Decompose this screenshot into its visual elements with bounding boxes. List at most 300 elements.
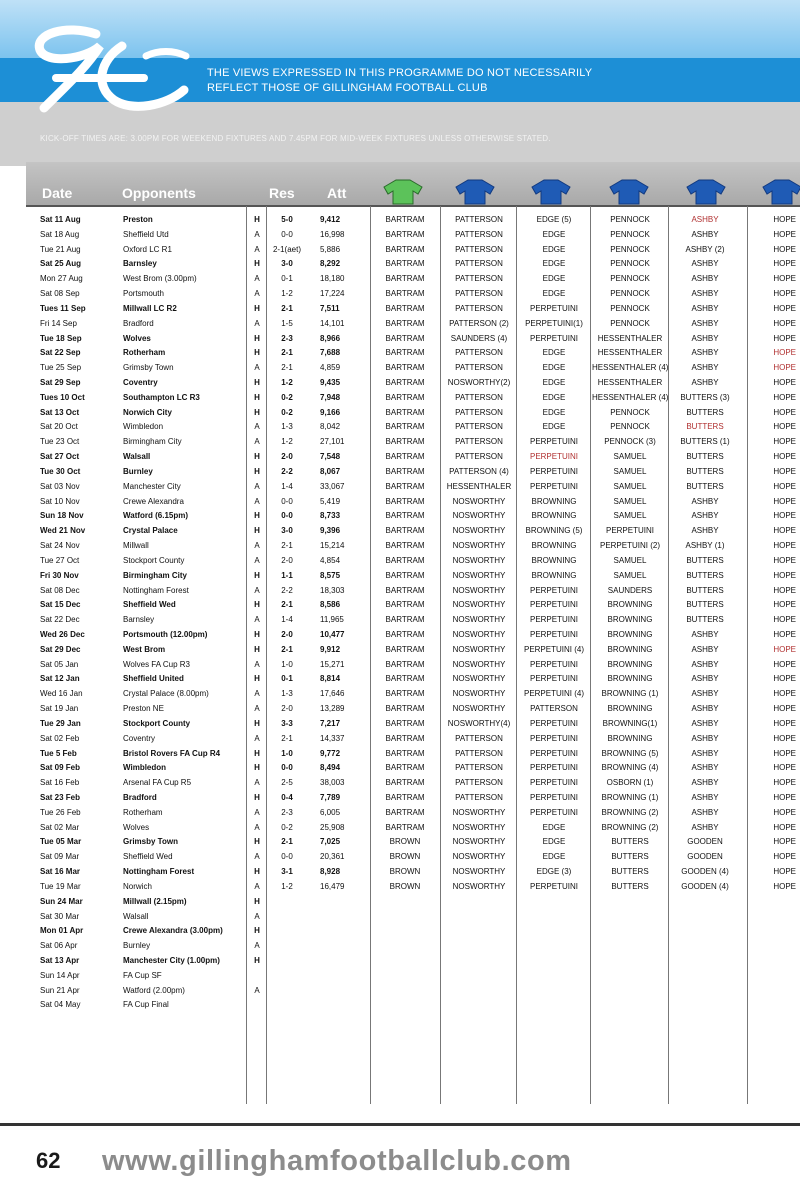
fixture-date: Tue 19 Mar (40, 881, 81, 891)
player-name: SAUNDERS (607, 585, 653, 595)
player-name: PERPETUINI (529, 659, 578, 669)
fixture-date: Wed 21 Nov (40, 526, 86, 536)
player-name: GOODEN (4) (681, 867, 729, 877)
fixture-date: Tue 5 Feb (40, 748, 77, 758)
fixture-result: 3-0 (281, 259, 293, 269)
player-name: PATTERSON (455, 289, 503, 299)
fixture-date: Sat 08 Dec (40, 585, 80, 595)
player-name: BARTRAM (385, 555, 425, 565)
fixture-attendance: 8,494 (320, 763, 341, 773)
home-away: H (254, 259, 260, 269)
fixture-attendance: 9,412 (320, 215, 341, 224)
player-name: BUTTERS (686, 555, 724, 565)
fixture-opponent: Portsmouth (12.00pm) (123, 629, 208, 639)
player-name: PERPETUINI (529, 481, 578, 491)
player-name: PATTERSON (530, 704, 578, 714)
fixture-opponent: Stockport County (123, 555, 185, 565)
player-name: PERPETUINI (529, 733, 578, 743)
player-name: HOPE (773, 481, 796, 491)
home-away: H (254, 644, 260, 654)
home-away: H (254, 600, 260, 610)
player-name: HOPE (773, 585, 796, 595)
player-name: HOPE (773, 378, 796, 388)
player-name: BARTRAM (385, 585, 425, 595)
table-row (0, 523, 800, 538)
table-row (0, 790, 800, 805)
home-away: H (254, 452, 260, 462)
player-name: BUTTERS (1) (680, 437, 730, 447)
player-name: PERPETUINI (529, 674, 578, 684)
fixture-opponent: Arsenal FA Cup R5 (123, 778, 192, 788)
fixture-date: Sat 15 Dec (40, 600, 81, 610)
player-name: BROWNING (607, 733, 653, 743)
player-name: HOPE (773, 629, 796, 639)
fixture-result: 2-2 (281, 585, 293, 595)
player-name: PATTERSON (455, 437, 503, 447)
fixture-attendance: 15,271 (320, 659, 345, 669)
player-name: BROWNING (607, 659, 653, 669)
home-away: H (254, 896, 260, 906)
website-url[interactable]: www.gillinghamfootballclub.com (102, 1145, 572, 1177)
fixture-date: Sat 05 Jan (40, 659, 79, 669)
fixture-opponent: Nottingham Forest (123, 585, 189, 595)
fixture-opponent: Crystal Palace (123, 526, 178, 536)
fixture-date: Sat 29 Dec (40, 644, 81, 654)
player-name: PERPETUINI (4) (523, 644, 584, 654)
fixture-result: 5-0 (281, 215, 293, 224)
player-name: HOPE (773, 526, 796, 536)
player-name: ASHBY (691, 229, 719, 239)
fixture-date: Wed 26 Dec (40, 629, 85, 639)
fixture-opponent: Burnley (123, 941, 151, 951)
player-name: ASHBY (691, 303, 719, 313)
player-name: HOPE (773, 733, 796, 743)
player-name: EDGE (542, 822, 566, 832)
home-away: A (254, 911, 260, 921)
table-row (0, 360, 800, 375)
player-name: BARTRAM (385, 526, 425, 536)
home-away: A (254, 778, 260, 788)
player-name: NOSWORTHY (452, 837, 506, 847)
table-row (0, 612, 800, 627)
player-name: BARTRAM (385, 259, 425, 269)
header-date: Date (42, 185, 73, 201)
player-name: HOPE (773, 778, 796, 788)
fixture-opponent: West Brom (3.00pm) (123, 274, 197, 284)
player-name: BROWNING (607, 629, 653, 639)
player-name: ASHBY (691, 318, 719, 328)
player-name: NOSWORTHY (452, 511, 506, 521)
fixture-opponent: Burnley (123, 466, 153, 476)
player-name: PENNOCK (610, 289, 650, 299)
fixture-opponent: Barnsley (123, 615, 155, 625)
home-away: H (254, 926, 260, 936)
table-row (0, 909, 800, 924)
player-name: HOPE (773, 600, 796, 610)
player-name: HOPE (773, 244, 796, 254)
fixture-attendance: 7,688 (320, 348, 341, 358)
fixture-attendance: 20,361 (320, 852, 345, 862)
player-name: BROWNING(1) (602, 718, 658, 728)
fixture-date: Sat 22 Sep (40, 348, 81, 358)
fixture-date: Sun 21 Apr (40, 985, 80, 995)
player-name: BROWNING (531, 541, 577, 551)
fixture-opponent: FA Cup Final (123, 1000, 169, 1010)
player-name: BARTRAM (385, 600, 425, 610)
outfield-shirt-icon (762, 179, 800, 205)
fixture-result: 2-1 (281, 348, 293, 358)
player-name: BROWNING (531, 496, 577, 506)
player-name: HESSENTHALER (597, 348, 663, 358)
player-name: PERPETUINI (529, 615, 578, 625)
table-row (0, 968, 800, 983)
fixture-opponent: FA Cup SF (123, 970, 162, 980)
player-name: BARTRAM (385, 615, 425, 625)
player-name: BROWNING (607, 704, 653, 714)
player-name: HOPE (773, 763, 796, 773)
fixture-date: Sun 18 Nov (40, 511, 84, 521)
player-name: NOSWORTHY (452, 674, 506, 684)
header-rule (26, 205, 800, 207)
fixture-result: 0-1 (281, 274, 293, 284)
page-number: 62 (36, 1148, 61, 1173)
table-row (0, 671, 800, 686)
player-name: BUTTERS (3) (680, 392, 730, 402)
player-name: NOSWORTHY (452, 704, 506, 714)
player-name: PERPETUINI(1) (525, 318, 583, 328)
home-away: H (254, 303, 260, 313)
player-name: ASHBY (691, 748, 719, 758)
fixture-attendance: 10,477 (320, 629, 345, 639)
fixture-opponent: Preston (123, 215, 153, 224)
fixture-date: Sat 02 Feb (40, 733, 80, 743)
player-name: PENNOCK (610, 303, 650, 313)
fixture-date: Tues 10 Oct (40, 392, 85, 402)
player-name: BARTRAM (385, 570, 425, 580)
player-name: BUTTERS (611, 852, 649, 862)
table-row (0, 286, 800, 301)
player-name: PENNOCK (610, 422, 650, 432)
player-name: HOPE (773, 541, 796, 551)
player-name: BARTRAM (385, 229, 425, 239)
player-name: PATTERSON (455, 733, 503, 743)
player-name: BARTRAM (385, 407, 425, 417)
player-name: HOPE (773, 674, 796, 684)
player-name: PENNOCK (610, 215, 650, 224)
player-name: EDGE (542, 407, 566, 417)
player-name: BUTTERS (686, 452, 724, 462)
fixture-date: Sat 29 Sep (40, 378, 81, 388)
player-name: HOPE (773, 704, 796, 714)
table-row (0, 834, 800, 849)
player-name: PATTERSON (2) (449, 318, 509, 328)
table-row (0, 864, 800, 879)
fixture-date: Sat 13 Apr (40, 956, 80, 965)
fixture-opponent: West Brom (123, 644, 166, 654)
fixture-opponent: Barnsley (123, 259, 157, 269)
player-name: NOSWORTHY (452, 807, 506, 817)
player-name: HOPE (773, 867, 796, 877)
fixture-opponent: Rotherham (123, 348, 166, 358)
fixture-result: 0-0 (281, 496, 293, 506)
goalkeeper-shirt-icon (383, 179, 423, 205)
home-away: A (254, 881, 260, 891)
player-name: PATTERSON (455, 778, 503, 788)
fixture-opponent: Wolves FA Cup R3 (123, 659, 190, 669)
player-name: PERPETUINI (529, 778, 578, 788)
table-row (0, 464, 800, 479)
player-name: PATTERSON (455, 407, 503, 417)
fixture-opponent: Grimsby Town (123, 363, 174, 373)
player-name: PATTERSON (455, 792, 503, 802)
player-name: BARTRAM (385, 378, 425, 388)
fixture-date: Sat 12 Jan (40, 674, 80, 684)
fixture-date: Sat 23 Feb (40, 792, 81, 802)
player-name: ASHBY (691, 704, 719, 714)
player-name: PERPETUINI (529, 881, 578, 891)
table-row (0, 953, 800, 968)
fixture-date: Sat 09 Feb (40, 763, 81, 773)
fixture-opponent: Watford (6.15pm) (123, 511, 189, 521)
player-name: BROWNING (607, 674, 653, 684)
table-row (0, 390, 800, 405)
table-row (0, 775, 800, 790)
fixture-date: Tues 11 Sep (40, 303, 86, 313)
table-row (0, 923, 800, 938)
player-name: HOPE (773, 496, 796, 506)
table-row (0, 805, 800, 820)
fixture-opponent: Millwall (123, 541, 149, 551)
home-away: A (254, 985, 260, 995)
player-name: BARTRAM (385, 748, 425, 758)
player-name: GOODEN (687, 837, 723, 847)
fixture-result: 2-1 (281, 837, 293, 847)
home-away: H (254, 763, 260, 773)
player-name: BROWN (389, 881, 421, 891)
fixture-date: Sat 24 Nov (40, 541, 80, 551)
fixture-date: Tue 30 Oct (40, 466, 81, 476)
player-name: HOPE (773, 555, 796, 565)
player-name: ASHBY (691, 378, 719, 388)
fixture-opponent: Birmingham City (123, 437, 182, 447)
player-name: PATTERSON (455, 392, 503, 402)
table-row (0, 583, 800, 598)
fixture-attendance: 8,067 (320, 466, 341, 476)
player-name: PATTERSON (455, 348, 503, 358)
player-name: BROWNING (1) (601, 689, 659, 699)
player-name: PATTERSON (455, 303, 503, 313)
fixture-opponent: Coventry (123, 733, 156, 743)
player-name: HOPE (773, 837, 796, 847)
fixture-date: Sat 16 Mar (40, 867, 81, 877)
home-away: H (254, 511, 260, 521)
fixture-attendance: 11,965 (320, 615, 344, 625)
disclaimer-line-2: REFLECT THOSE OF GILLINGHAM FOOTBALL CLUB (207, 82, 488, 94)
home-away: H (254, 748, 260, 758)
player-name: ASHBY (691, 363, 719, 373)
player-name: NOSWORTHY (452, 644, 506, 654)
player-name: PATTERSON (455, 452, 503, 462)
fixture-result: 2-3 (281, 333, 293, 343)
fixture-result: 2-0 (281, 629, 293, 639)
kickoff-note: KICK-OFF TIMES ARE: 3.00PM FOR WEEKEND FIXTURES AND 7.45PM FOR MID-WEEK FIXTURES UNLESS OTHERWISE STATED. (40, 134, 551, 143)
fixture-result: 3-0 (281, 526, 293, 536)
player-name: BARTRAM (385, 437, 425, 447)
table-row (0, 212, 800, 227)
fixture-opponent: Rotherham (123, 807, 163, 817)
fixture-date: Sat 09 Mar (40, 852, 80, 862)
fixture-attendance: 16,479 (320, 881, 345, 891)
player-name: ASHBY (691, 733, 719, 743)
player-name: SAMUEL (613, 570, 647, 580)
fixture-attendance: 27,101 (320, 437, 345, 447)
player-name: HOPE (773, 437, 796, 447)
player-name: BUTTERS (686, 600, 724, 610)
player-name: HOPE (773, 689, 796, 699)
player-name: BROWNING (5) (525, 526, 583, 536)
fixture-opponent: Millwall (2.15pm) (123, 896, 187, 906)
fixture-attendance: 9,772 (320, 748, 341, 758)
fixture-date: Tue 26 Feb (40, 807, 81, 817)
fixture-result: 2-1 (281, 303, 293, 313)
fixture-attendance: 4,854 (320, 555, 341, 565)
player-name: BARTRAM (385, 541, 425, 551)
fixture-opponent: Watford (2.00pm) (123, 985, 185, 995)
table-row (0, 820, 800, 835)
table-row (0, 449, 800, 464)
player-name: BUTTERS (686, 615, 724, 625)
player-name: BROWNING (607, 615, 653, 625)
player-name: BUTTERS (611, 837, 649, 847)
fixture-attendance: 6,005 (320, 807, 341, 817)
player-name: PATTERSON (455, 363, 503, 373)
fixture-result: 0-2 (281, 407, 293, 417)
player-name: PERPETUINI (529, 600, 578, 610)
fixture-attendance: 13,289 (320, 704, 345, 714)
fixture-opponent: Norwich City (123, 407, 172, 417)
fixture-attendance: 7,548 (320, 452, 341, 462)
player-name: PERPETUINI (529, 792, 578, 802)
player-name: BARTRAM (385, 348, 425, 358)
player-name: BROWNING (531, 511, 577, 521)
fixture-opponent: Grimsby Town (123, 837, 178, 847)
player-name: EDGE (542, 289, 566, 299)
fixture-opponent: Bradford (123, 318, 154, 328)
player-name: NOSWORTHY (452, 541, 506, 551)
fixture-attendance: 15,214 (320, 541, 345, 551)
table-row (0, 701, 800, 716)
fixture-date: Sun 14 Apr (40, 970, 80, 980)
player-name: PATTERSON (455, 229, 503, 239)
player-name: BROWN (389, 837, 421, 847)
fixture-result: 0-0 (281, 763, 293, 773)
home-away: H (254, 629, 260, 639)
player-name: ASHBY (691, 333, 719, 343)
table-row (0, 345, 800, 360)
fixture-result: 1-1 (281, 570, 293, 580)
fixture-attendance: 14,101 (320, 318, 345, 328)
player-name: HOPE (773, 259, 796, 269)
fixture-attendance: 7,025 (320, 837, 341, 847)
fixture-opponent: Crewe Alexandra (3.00pm) (123, 926, 223, 936)
fixture-opponent: Bristol Rovers FA Cup R4 (123, 748, 221, 758)
player-name: BROWN (389, 867, 421, 877)
player-name: HOPE (773, 289, 796, 299)
fixture-opponent: Wimbledon (123, 422, 164, 432)
fixture-date: Sat 19 Jan (40, 704, 79, 714)
player-name: BROWNING (607, 644, 653, 654)
player-name: BARTRAM (385, 481, 425, 491)
player-name: PENNOCK (610, 318, 650, 328)
player-name: PERPETUINI (529, 466, 578, 476)
player-name: ASHBY (691, 763, 719, 773)
fixture-opponent: Preston NE (123, 704, 164, 714)
player-name: BUTTERS (611, 867, 649, 877)
fixture-attendance: 7,948 (320, 392, 341, 402)
player-name: PATTERSON (455, 748, 503, 758)
footer-rule (0, 1123, 800, 1126)
fixture-date: Wed 16 Jan (40, 689, 83, 699)
header-res: Res (269, 185, 295, 201)
fixture-date: Sat 16 Feb (40, 778, 80, 788)
home-away: A (254, 244, 260, 254)
fixture-attendance: 18,303 (320, 585, 345, 595)
player-name: EDGE (542, 392, 566, 402)
outfield-shirt-icon (686, 179, 726, 205)
player-name: HOPE (773, 303, 796, 313)
table-row (0, 494, 800, 509)
player-name: BUTTERS (686, 481, 724, 491)
player-name: ASHBY (691, 644, 719, 654)
player-name: ASHBY (691, 674, 719, 684)
player-name: NOSWORTHY (452, 881, 506, 891)
player-name: HESSENTHALER (597, 333, 663, 343)
fixture-opponent: Crewe Alexandra (123, 496, 184, 506)
player-name: BARTRAM (385, 689, 425, 699)
fixture-attendance: 38,003 (320, 778, 345, 788)
home-away: A (254, 363, 260, 373)
disclaimer (207, 66, 592, 96)
player-name: BUTTERS (686, 466, 724, 476)
player-name: HOPE (773, 274, 796, 284)
player-name: PATTERSON (455, 215, 503, 224)
player-name: HOPE (773, 422, 796, 432)
player-name: HESSENTHALER (446, 481, 512, 491)
player-name: BARTRAM (385, 733, 425, 743)
player-name: PATTERSON (455, 422, 503, 432)
player-name: BROWN (389, 852, 421, 862)
player-name: NOSWORTHY (452, 600, 506, 610)
fixture-result: 1-2 (281, 881, 293, 891)
fixture-attendance: 17,646 (320, 689, 345, 699)
player-name: PERPETUINI (529, 748, 578, 758)
table-row (0, 746, 800, 761)
player-name: NOSWORTHY (452, 822, 506, 832)
fixture-result: 2-1(aet) (272, 244, 301, 254)
fixture-attendance: 9,166 (320, 407, 341, 417)
table-row (0, 331, 800, 346)
player-name: ASHBY (691, 348, 719, 358)
fixture-opponent: Sheffield United (123, 674, 184, 684)
table-row (0, 597, 800, 612)
player-name: ASHBY (691, 496, 719, 506)
home-away: A (254, 733, 260, 743)
fixture-attendance: 9,912 (320, 644, 341, 654)
home-away: A (254, 481, 260, 491)
player-name: BROWNING (1) (601, 792, 659, 802)
fixture-result: 1-2 (281, 378, 293, 388)
player-name: BARTRAM (385, 392, 425, 402)
